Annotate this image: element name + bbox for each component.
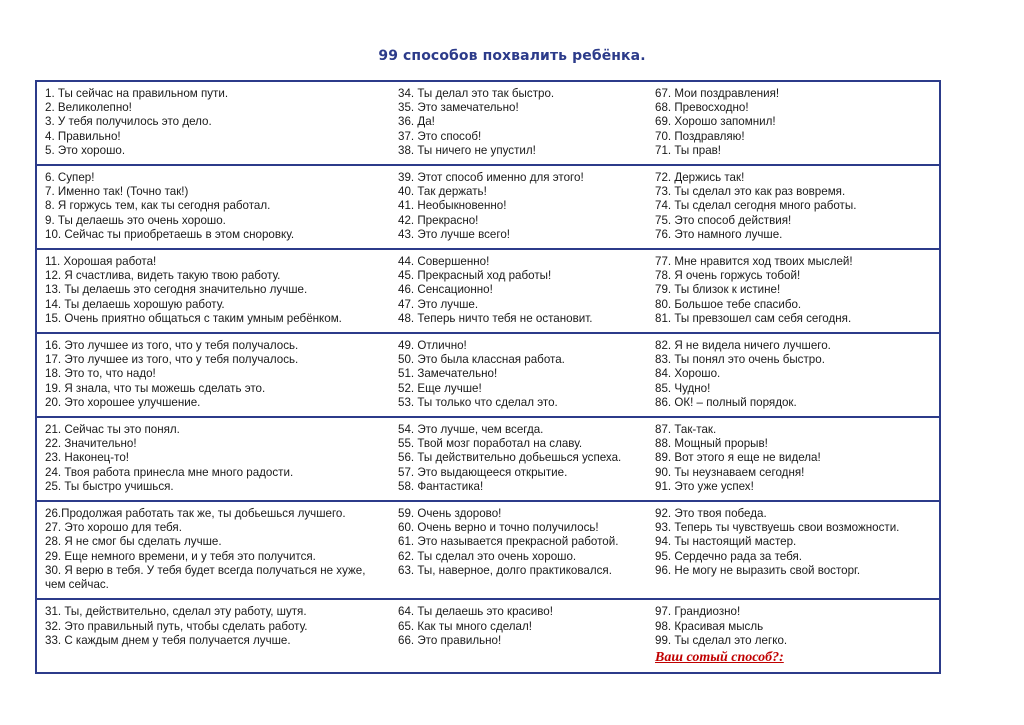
list-item: 41. Необыкновенно! — [398, 199, 507, 213]
list-item: 49. Отлично! — [398, 339, 467, 353]
list-item: 91. Это уже успех! — [655, 479, 754, 493]
table-row — [36, 81, 940, 165]
list-item: 25. Ты быстро учишься. — [45, 479, 174, 493]
list-item: 14. Ты делаешь хорошую работу. — [45, 297, 225, 311]
list-item: 60. Очень верно и точно получилось! — [398, 521, 599, 535]
list-item: 34. Ты делал это так быстро. — [398, 87, 555, 100]
table-cell — [391, 249, 653, 333]
list-item: 32. Это правильный путь, чтобы сделать работу. — [45, 619, 308, 633]
list-item: 53. Ты только что сделал это. — [398, 395, 558, 409]
list-item: 85. Чудно! — [655, 381, 711, 395]
list-item: 27. Это хорошо для тебя. — [45, 521, 182, 535]
list-item: 63. Ты, наверное, долго практиковался. — [398, 563, 612, 577]
table-cell — [36, 249, 391, 333]
list-item: 80. Большое тебе спасибо. — [655, 297, 802, 311]
list-item: 86. ОК! – полный порядок. — [655, 395, 797, 409]
table-cell — [391, 165, 653, 249]
table-cell — [391, 599, 653, 673]
list-item: 55. Твой мозг поработал на славу. — [398, 437, 583, 451]
table-cell — [653, 501, 940, 599]
list-item: 20. Это хорошее улучшение. — [45, 395, 201, 409]
list-item: 2. Великолепно! — [45, 101, 132, 115]
list-item: 12. Я счастлива, видеть такую твою работу. — [45, 269, 281, 283]
list-item: 39. Этот способ именно для этого! — [398, 171, 584, 185]
list-item: 81. Ты превзошел сам себя сегодня. — [655, 311, 852, 325]
table-cell — [653, 417, 940, 501]
list-item: 11. Хорошая работа! — [45, 255, 157, 269]
list-item: 68. Превосходно! — [655, 101, 749, 115]
table-cell — [391, 417, 653, 501]
list-item: 66. Это правильно! — [398, 633, 502, 647]
list-item: 64. Ты делаешь это красиво! — [398, 605, 553, 619]
list-item: 8. Я горжусь тем, как ты сегодня работал. — [45, 199, 271, 213]
list-item: 62. Ты сделал это очень хорошо. — [398, 549, 577, 563]
table-cell — [653, 333, 940, 417]
list-item: 75. Это способ действия! — [655, 213, 792, 227]
list-item: 94. Ты настоящий мастер. — [655, 535, 797, 549]
list-item: 96. Не могу не выразить свой восторг. — [655, 563, 861, 577]
list-item: 7. Именно так! (Точно так!) — [45, 185, 189, 199]
list-item: 56. Ты действительно добьешься успеха. — [398, 451, 622, 465]
list-item: 54. Это лучше, чем всегда. — [398, 423, 544, 437]
list-item: 77. Мне нравится ход твоих мыслей! — [655, 255, 853, 269]
list-item: 67. Мои поздравления! — [655, 87, 780, 100]
list-item: 99. Ты сделал это легко. — [655, 633, 788, 647]
list-item: 15. Очень приятно общаться с таким умным ребёнком. — [45, 311, 342, 325]
list-item: 74. Ты сделал сегодня много работы. — [655, 199, 857, 213]
list-item: 10. Сейчас ты приобретаешь в этом сноровку. — [45, 227, 295, 241]
list-item: 43. Это лучше всего! — [398, 227, 511, 241]
hundredth-way-prompt: Ваш сотый способ?: — [655, 649, 784, 665]
list-item: 76. Это намного лучше. — [655, 227, 783, 241]
list-item: 26.Продолжая работать так же, ты добьешься лучшего. — [45, 507, 346, 521]
list-item: 84. Хорошо. — [655, 367, 721, 381]
list-item: 51. Замечательно! — [398, 367, 498, 381]
table-cell — [36, 417, 391, 501]
list-item: 46. Сенсационно! — [398, 283, 493, 297]
list-item: 3. У тебя получилось это дело. — [45, 115, 212, 129]
list-item: 23. Наконец-то! — [45, 451, 130, 465]
list-item: 92. Это твоя победа. — [655, 507, 767, 521]
table-cell — [36, 165, 391, 249]
table-cell — [391, 81, 653, 165]
list-item: 57. Это выдающееся открытие. — [398, 465, 568, 479]
table-cell — [36, 81, 391, 165]
list-item: 21. Сейчас ты это понял. — [45, 423, 180, 437]
list-item: 73. Ты сделал это как раз вовремя. — [655, 185, 846, 199]
list-item: 71. Ты прав! — [655, 143, 722, 157]
list-item: 83. Ты понял это очень быстро. — [655, 353, 825, 367]
list-item: 50. Это была классная работа. — [398, 353, 565, 367]
list-item: 18. Это то, что надо! — [45, 367, 156, 381]
praise-table — [35, 80, 941, 674]
list-item: 1. Ты сейчас на правильном пути. — [45, 87, 229, 100]
table-cell — [653, 81, 940, 165]
list-item: 93. Теперь ты чувствуешь свои возможности. — [655, 521, 900, 535]
list-item: 6. Супер! — [45, 171, 95, 185]
table-row — [36, 417, 940, 501]
table-cell — [391, 501, 653, 599]
list-item: 19. Я знала, что ты можешь сделать это. — [45, 381, 266, 395]
list-item: 24. Твоя работа принесла мне много радости. — [45, 465, 294, 479]
table-cell — [653, 599, 940, 673]
list-item: 87. Так-так. — [655, 423, 717, 437]
table-cell — [36, 501, 391, 599]
list-item: 37. Это способ! — [398, 129, 482, 143]
table-cell — [391, 333, 653, 417]
list-item: 17. Это лучшее из того, что у тебя получалось. — [45, 353, 299, 367]
list-item: 82. Я не видела ничего лучшего. — [655, 339, 831, 353]
table-cell — [36, 599, 391, 673]
list-item: 65. Как ты много сделал! — [398, 619, 532, 633]
table-row — [36, 333, 940, 417]
table-row — [36, 501, 940, 599]
list-item: 95. Сердечно рада за тебя. — [655, 549, 802, 563]
list-item: 16. Это лучшее из того, что у тебя получалось. — [45, 339, 299, 353]
list-item: 42. Прекрасно! — [398, 213, 479, 227]
list-item: 47. Это лучше. — [398, 297, 479, 311]
list-item: 5. Это хорошо. — [45, 143, 126, 157]
list-item: 30. Я верю в тебя. У тебя будет всегда получаться не хуже, чем сейчас. — [45, 563, 366, 592]
table-row — [36, 165, 940, 249]
list-item: 79. Ты близок к истине! — [655, 283, 781, 297]
list-item: 4. Правильно! — [45, 129, 121, 143]
list-item: 13. Ты делаешь это сегодня значительно лучше. — [45, 283, 308, 297]
list-item: 78. Я очень горжусь тобой! — [655, 269, 801, 283]
table-row — [36, 599, 940, 673]
list-item: 36. Да! — [398, 115, 435, 129]
list-item: 70. Поздравляю! — [655, 129, 745, 143]
page-title: 99 способов похвалить ребёнка. — [378, 48, 646, 64]
list-item: 45. Прекрасный ход работы! — [398, 269, 552, 283]
list-item: 44. Совершенно! — [398, 255, 490, 269]
list-item: 69. Хорошо запомнил! — [655, 115, 776, 129]
list-item: 88. Мощный прорыв! — [655, 437, 768, 451]
list-item: 89. Вот этого я еще не видела! — [655, 451, 821, 465]
list-item: 28. Я не смог бы сделать лучше. — [45, 535, 222, 549]
list-item: 97. Грандиозно! — [655, 605, 741, 619]
list-item: 33. С каждым днем у тебя получается лучше. — [45, 633, 291, 647]
table-cell — [653, 249, 940, 333]
table-cell — [36, 333, 391, 417]
list-item: 59. Очень здорово! — [398, 507, 502, 521]
table-row — [36, 249, 940, 333]
list-item: 38. Ты ничего не упустил! — [398, 143, 536, 157]
list-item: 29. Еще немного времени, и у тебя это получится. — [45, 549, 316, 563]
list-item: 9. Ты делаешь это очень хорошо. — [45, 213, 226, 227]
list-item: 31. Ты, действительно, сделал эту работу, шутя. — [45, 605, 307, 619]
list-item: 98. Красивая мысль — [655, 619, 764, 633]
list-item: 22. Значительно! — [45, 437, 137, 451]
table-cell — [653, 165, 940, 249]
list-item: 72. Держись так! — [655, 171, 745, 185]
list-item: 48. Теперь ничто тебя не остановит. — [398, 311, 593, 325]
list-item: 90. Ты неузнаваем сегодня! — [655, 465, 805, 479]
list-item: 52. Еще лучше! — [398, 381, 482, 395]
list-item: 35. Это замечательно! — [398, 101, 519, 115]
list-item: 61. Это называется прекрасной работой. — [398, 535, 619, 549]
list-item: 40. Так держать! — [398, 185, 487, 199]
list-item: 58. Фантастика! — [398, 479, 484, 493]
